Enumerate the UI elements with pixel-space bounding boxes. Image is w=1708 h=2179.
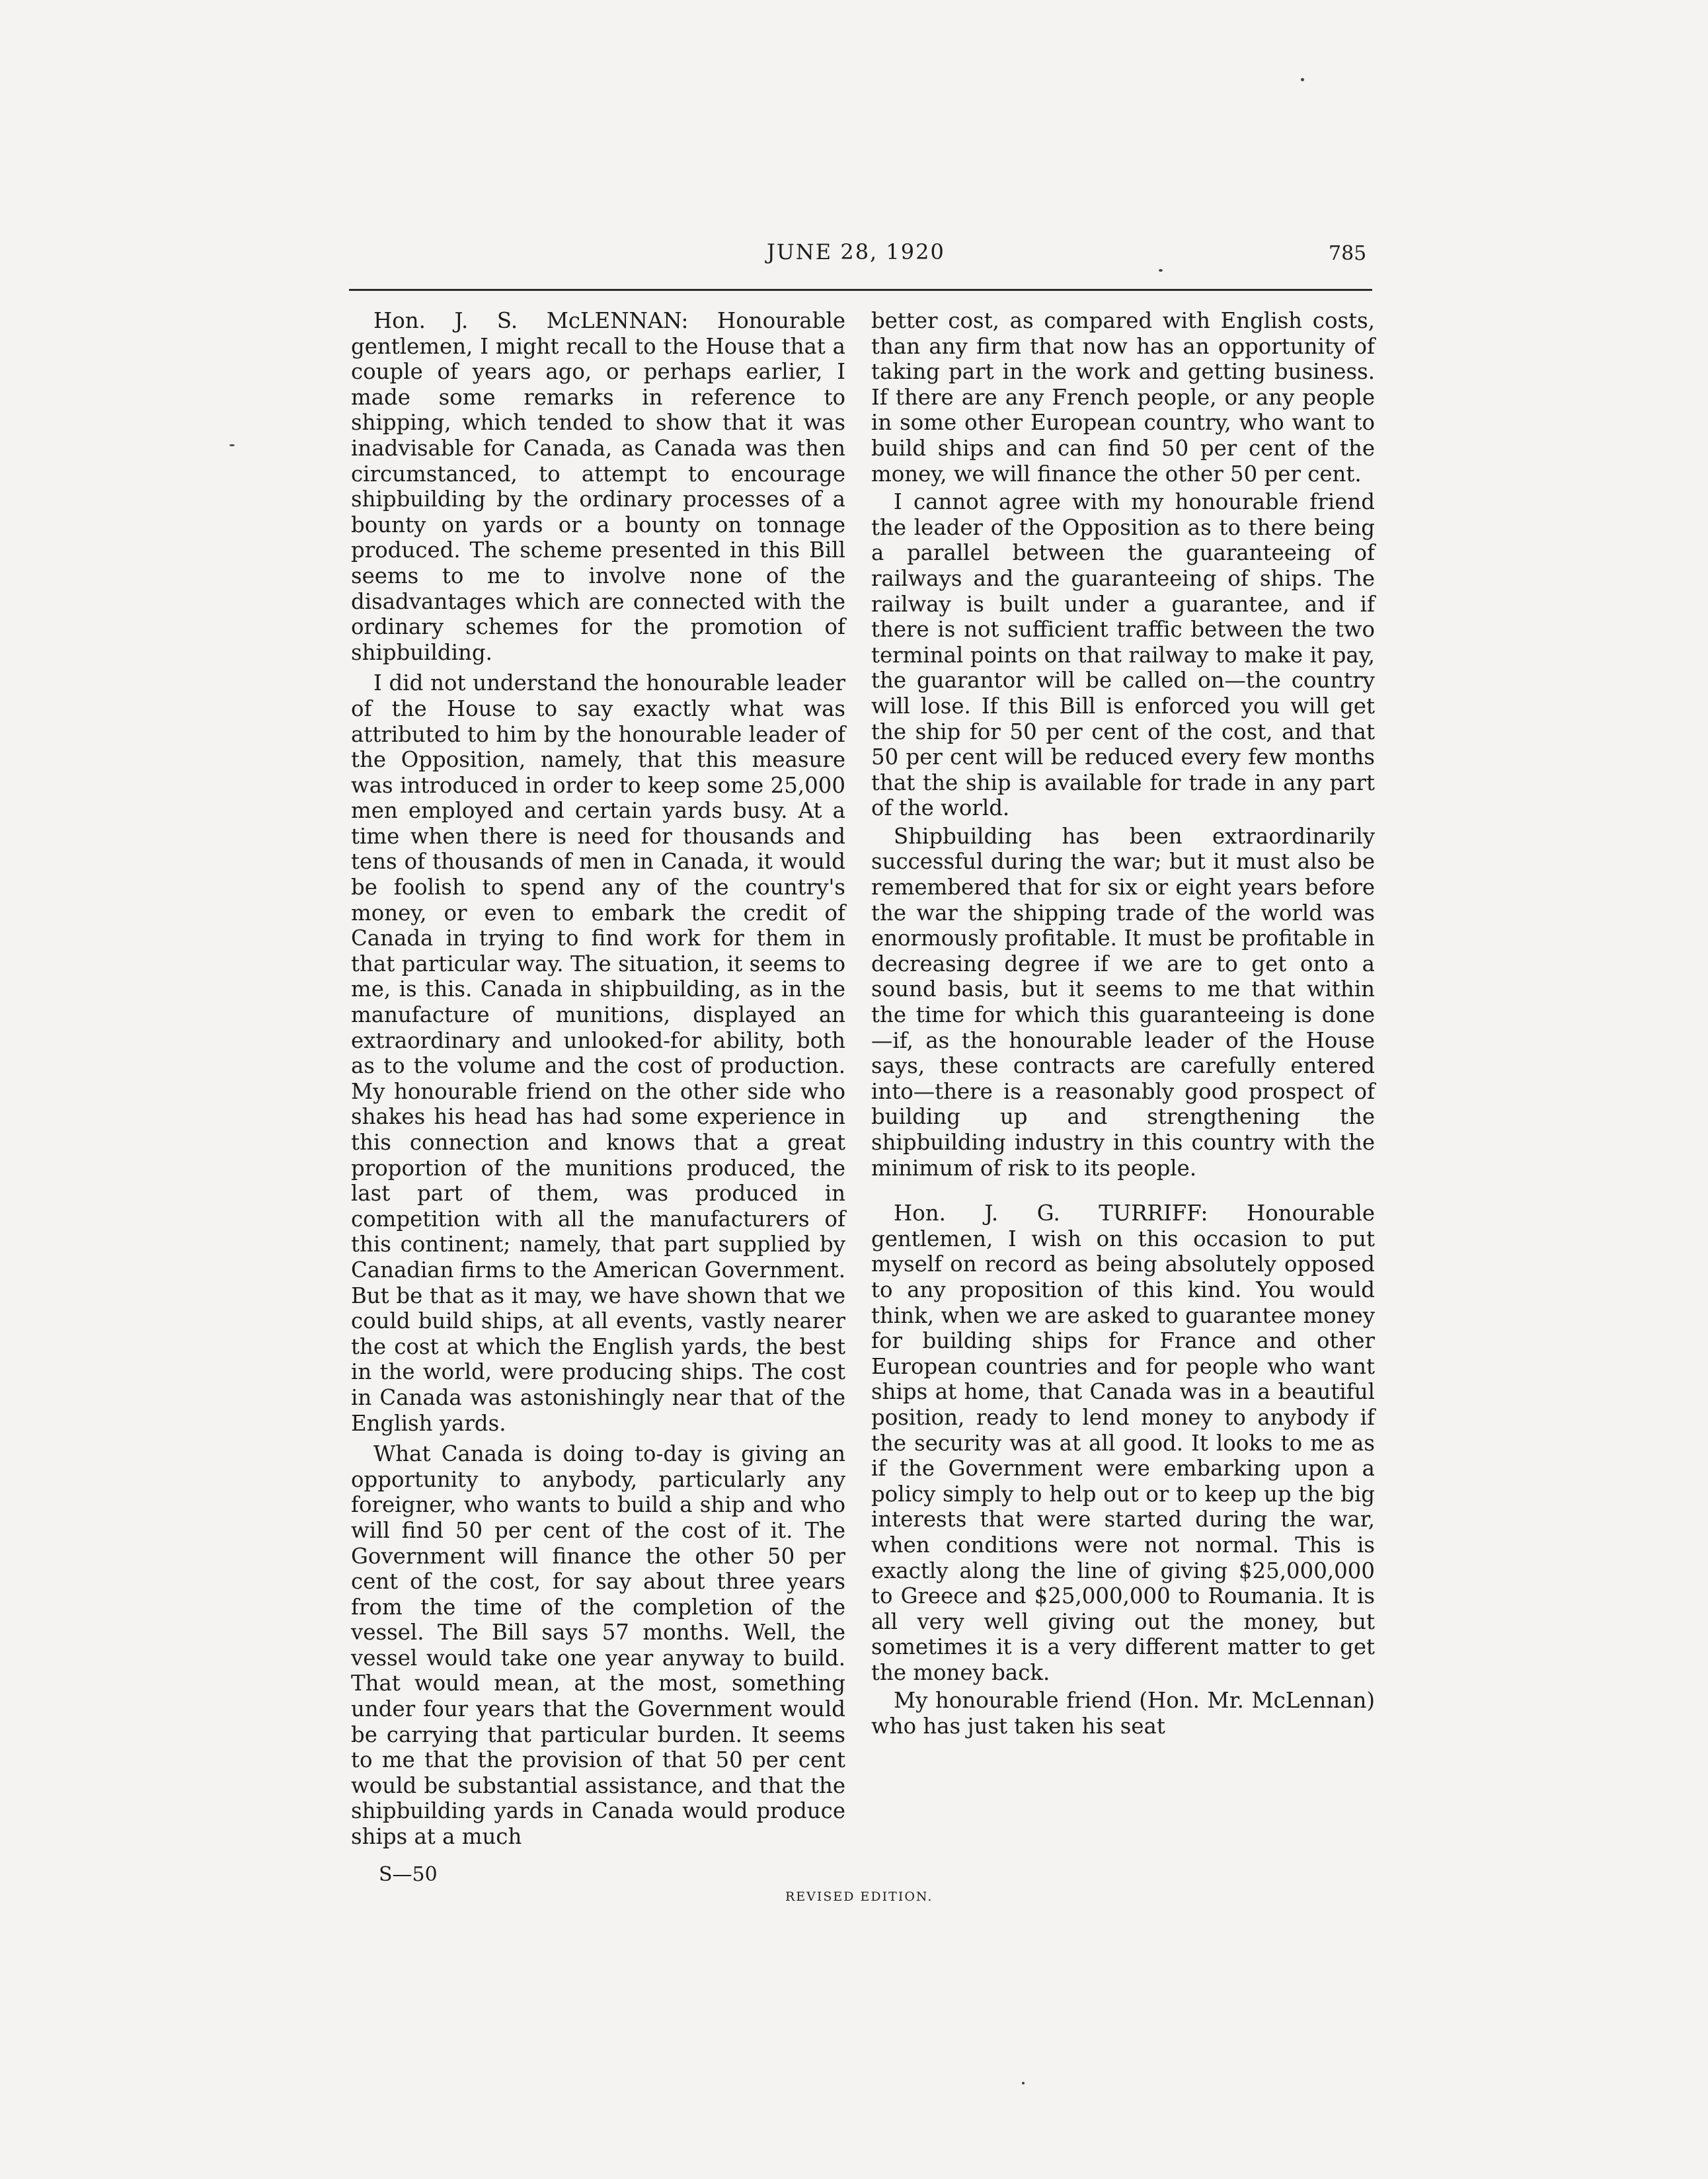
signature-mark: S—50 [379,1863,438,1886]
paragraph: Hon. J. S. McLENNAN: Honourable gentlemen, I might recall to the House that a couple of years ago, or perhaps earlier, I made some remarks in reference to shipping, which tended to show that it was inadvisable for Canada, as Canada was then circumstanced, to attempt to encourage shipbuilding by the ordinary processes of a bounty on yards or a bounty on tonnage produced. The scheme presented in this Bill seems to me to involve none of the disadvantages which are connected with the ordinary schemes for the promotion of shipbuilding. [351,308,845,665]
paragraph: I did not understand the honourable leader of the House to say exactly what was attributed to him by the honourable leader of the Opposition, namely, that this measure was introduced in order to keep some 25,000 men employed and certain yards busy. At a time when there is need for thousands and tens of thousands of men in Canada, it would be foolish to spend any of the country's money, or even to embark the credit of Canada in trying to find work for them in that particular way. The situation, it seems to me, is this. Canada in shipbuilding, as in the manufacture of munitions, displayed an extraordinary and unlooked-for ability, both as to the volume and the cost of production. My honourable friend on the other side who shakes his head has had some experience in this connection and knows that a great proportion of the munitions produced, the last part of them, was produced in competition with all the manufacturers of this continent; namely, that part supplied by Canadian firms to the American Government. But be that as it may, we have shown that we could build ships, at all events, vastly nearer the cost at which the English yards, the best in the world, were producing ships. The cost in Canada was astonishingly near that of the English yards. [351,670,845,1436]
scan-speck [1301,78,1304,81]
scan-speck [229,444,235,446]
paragraph: What Canada is doing to-day is giving an opportunity to anybody, particularly any foreigner, who wants to build a ship and who will find 50 per cent of the cost of it. The Government will finance the other 50 per cent of the cost, for say about three years from the time of the completion of the vessel. The Bill says 57 months. Well, the vessel would take one year anyway to build. That would mean, at the most, something under four years that the Government would be carrying that particular burden. It seems to me that the provision of that 50 per cent would be substantial assistance, and that the shipbuilding yards in Canada would produce ships at a much [351,1441,845,1850]
header-date: JUNE 28, 1920 [767,239,945,264]
paragraph: Shipbuilding has been extraordinarily successful during the war; but it must also be remembered that for six or eight years before the war the shipping trade of the world was enormously profitable. It must be profitable in decreasing degree if we are to get onto a sound basis, but it seems to me that within the time for which this guaranteeing is done—if, as the honourable leader of the House says, these contracts are carefully entered into—there is a reasonably good prospect of building up and strengthening the shipbuilding industry in this country with the minimum of risk to its people. [871,823,1375,1181]
right-column [871,308,1375,1739]
header-rule [349,289,1372,291]
paragraph: I cannot agree with my honourable friend the leader of the Opposition as to there being a parallel between the guaranteeing of railways and the guaranteeing of ships. The railway is built under a guarantee, and if there is not sufficient traffic between the two terminal points on that railway to make it pay, the guarantor will be called on—the country will lose. If this Bill is enforced you will get the ship for 50 per cent of the cost, and that 50 per cent will be reduced every few months that the ship is available for trade in any part of the world. [871,489,1375,821]
scan-speck [1022,2082,1025,2084]
paragraph: Hon. J. G. TURRIFF: Honourable gentlemen, I wish on this occasion to put myself on record as being absolutely opposed to any proposition of this kind. You would think, when we are asked to guarantee money for building ships for France and other European countries and for people who want ships at home, that Canada was in a beautiful position, ready to lend money to anybody if the security was at all good. It looks to me as if the Government were embarking upon a policy simply to help out or to keep up the big interests that were started during the war, when conditions were not normal. This is exactly along the line of giving $25,000,000 to Greece and $25,000,000 to Roumania. It is all very well giving out the money, but sometimes it is a very different matter to get the money back. [871,1201,1375,1685]
left-column [351,308,845,1850]
page-number: 785 [1329,242,1367,265]
paragraph: My honourable friend (Hon. Mr. McLennan) who has just taken his seat [871,1688,1375,1739]
scan-speck [1159,269,1163,272]
paragraph: better cost, as compared with English costs, than any firm that now has an opportunity of taking part in the work and getting business. If there are any French people, or any people in some other European country, who want to build ships and can find 50 per cent of the money, we will finance the other 50 per cent. [871,308,1375,487]
edition-note: REVISED EDITION. [785,1889,933,1904]
